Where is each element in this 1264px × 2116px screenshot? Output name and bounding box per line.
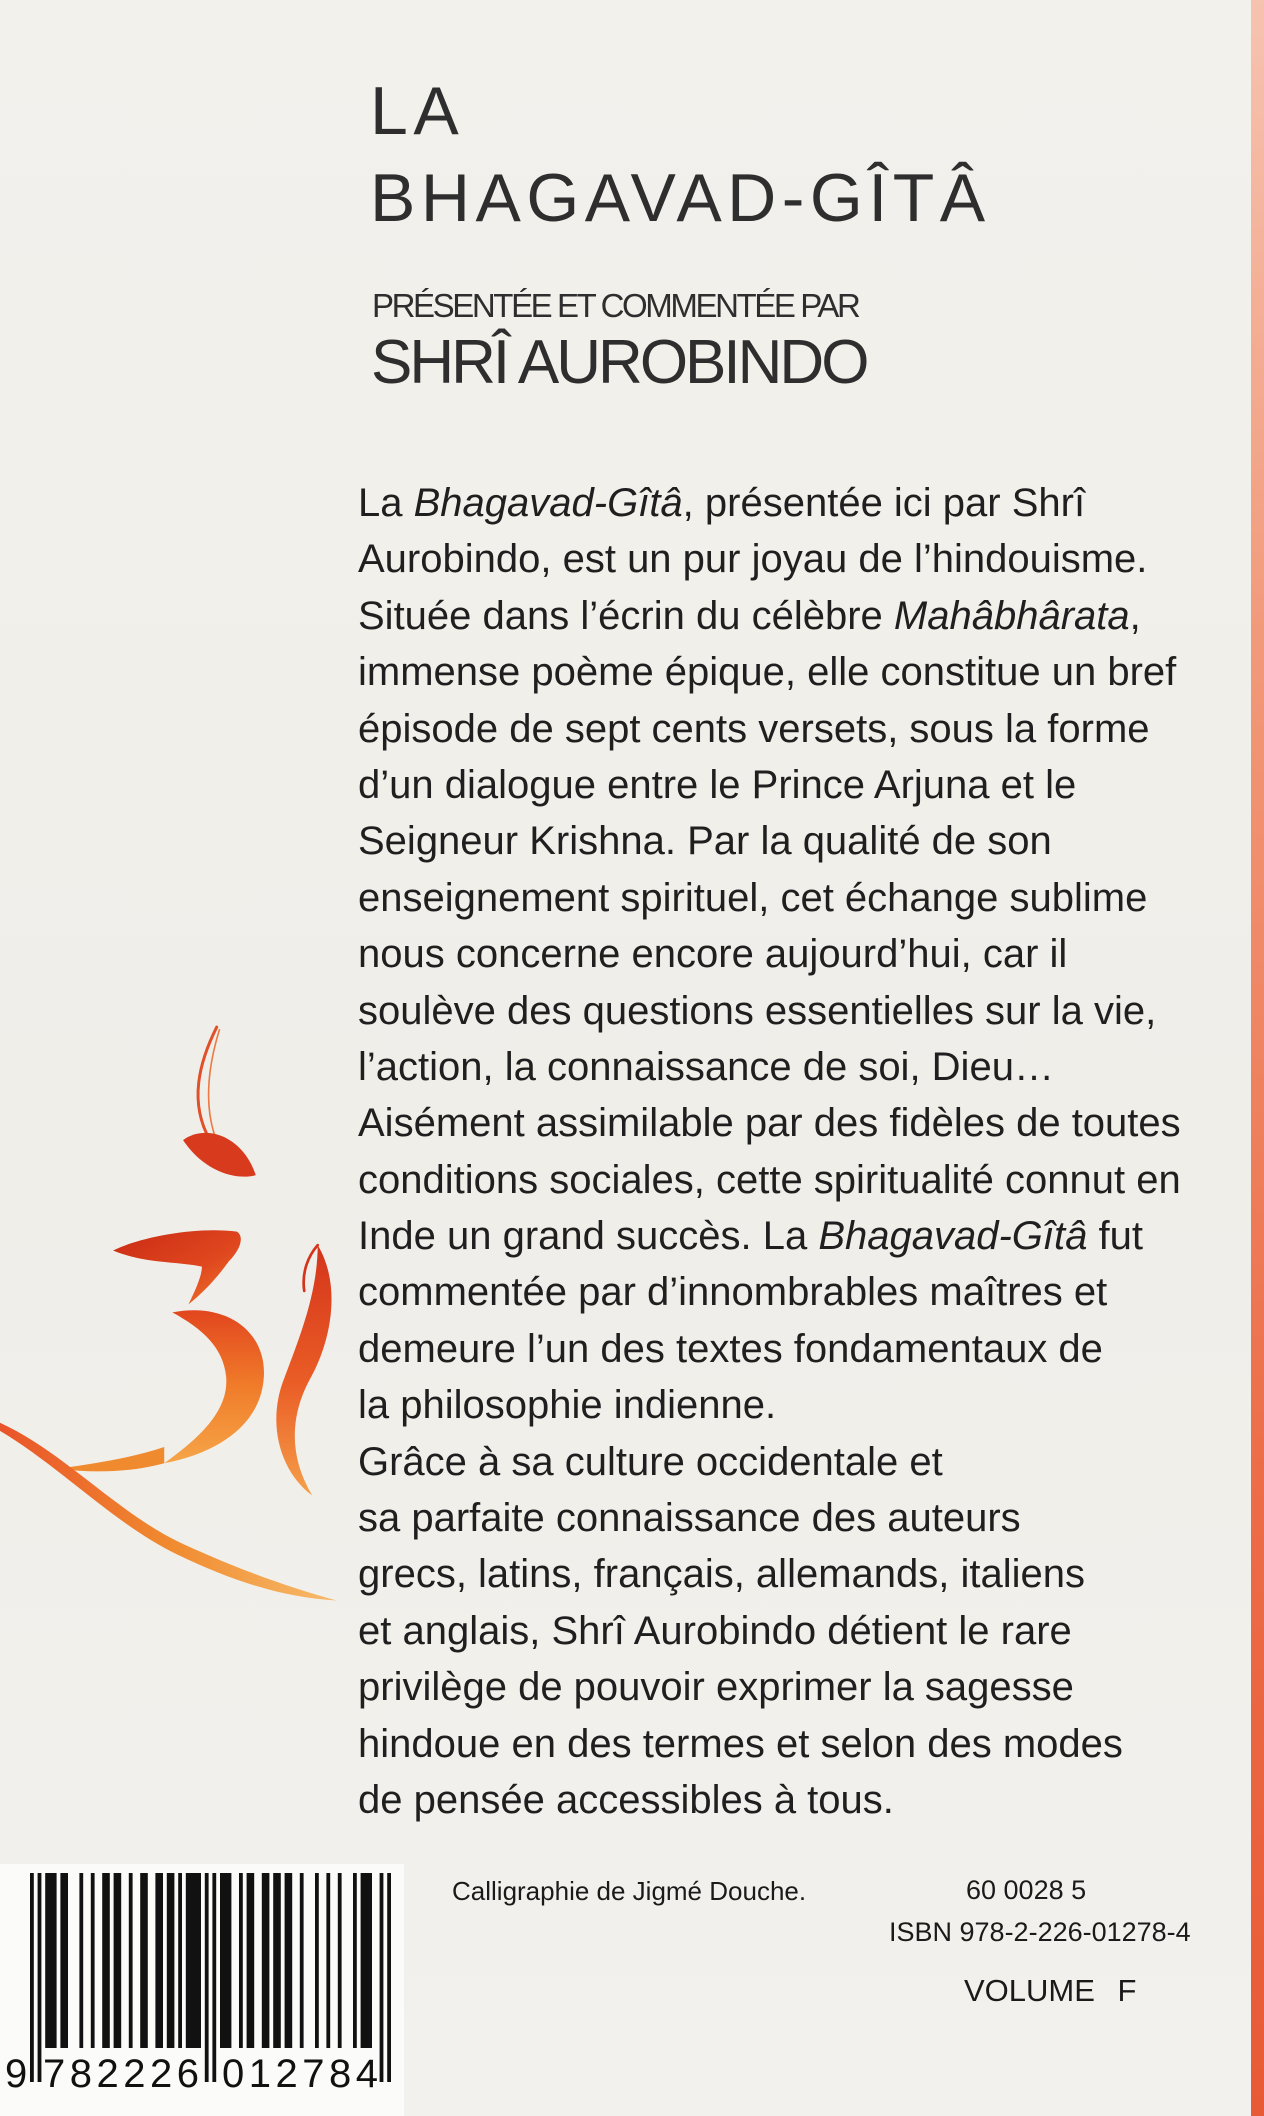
barcode-bar — [300, 1873, 304, 2048]
description-line: et anglais, Shrî Aurobindo détient le rare — [358, 1608, 1072, 1653]
barcode-bar — [155, 1873, 163, 2048]
barcode-guard-bar — [212, 1873, 216, 2082]
barcode-bar — [247, 1873, 255, 2048]
barcode-bar — [239, 1873, 243, 2048]
barcode-bar — [273, 1873, 281, 2048]
description-line: de pensée accessibles à tous. — [358, 1777, 894, 1822]
calligraphy-wisp — [198, 1027, 217, 1140]
barcode-guard-bar — [387, 1873, 391, 2082]
title-line-1: LA — [370, 73, 465, 149]
description-line — [358, 1208, 1181, 1264]
barcode-bar — [60, 1873, 68, 2048]
text-segment: fut — [1087, 1214, 1143, 1259]
barcode-guard-bar — [380, 1873, 384, 2082]
description-line: grecs, latins, français, allemands, italiens — [358, 1552, 1085, 1597]
cover-edge — [1251, 0, 1264, 2116]
barcode-bar — [361, 1873, 372, 2048]
italic-title: Mahâbhârata — [893, 593, 1130, 638]
calligraphy-credit: Calligraphie de Jigmé Douche. — [452, 1876, 807, 1906]
barcode-guard-bar — [30, 1873, 34, 2082]
om-calligraphy-icon — [0, 1024, 350, 1617]
barcode-guard-bar — [38, 1873, 42, 2082]
barcode-bar — [178, 1873, 182, 2048]
barcode-digits-left: 782226 — [43, 2052, 204, 2096]
barcode-bar — [338, 1873, 342, 2048]
barcode-bar — [79, 1873, 83, 2048]
barcode-bar — [262, 1873, 270, 2048]
description-text — [358, 475, 1181, 1828]
author-name: SHRÎ AUROBINDO — [371, 328, 867, 397]
description-line: Aisément assimilable par des fidèles de toutes — [358, 1101, 1181, 1146]
barcode-bar — [102, 1873, 110, 2048]
barcode-bar — [315, 1873, 319, 2048]
barcode-bar — [285, 1873, 293, 2048]
description-line: hindoue en des termes et selon des modes — [358, 1721, 1123, 1766]
barcode-bar — [140, 1873, 148, 2048]
barcode-guard-bar — [205, 1873, 209, 2082]
presented-by: PRÉSENTÉE ET COMMENTÉE PAR — [372, 287, 859, 324]
description-line — [358, 588, 1181, 644]
description-line: enseignement spirituel, cet échange sublime — [358, 875, 1148, 920]
description-line: l’action, la connaissance de soi, Dieu… — [358, 1044, 1054, 1089]
text-segment: La — [358, 481, 414, 525]
barcode-bar — [186, 1873, 201, 2048]
text-segment: Inde un grand succès. La — [358, 1214, 819, 1259]
description-line: privilège de pouvoir exprimer la sagesse — [358, 1665, 1074, 1710]
description-line: épisode de sept cents versets, sous la forme — [358, 706, 1150, 751]
description-line: sa parfaite connaissance des auteurs — [358, 1496, 1021, 1541]
barcode-bar — [45, 1873, 56, 2048]
text-segment: , — [1129, 593, 1141, 638]
text-segment: Située dans l’écrin du célèbre — [358, 593, 894, 638]
calligraphy-top-stroke — [113, 1230, 241, 1304]
description-line: nous concerne encore aujourd’hui, car il — [358, 932, 1068, 977]
barcode-bar — [129, 1873, 133, 2048]
description-line: soulève des questions essentielles sur la vie, — [358, 988, 1157, 1033]
barcode-bar — [220, 1873, 231, 2048]
isbn: ISBN 978-2-226-01278-4 — [889, 1917, 1191, 1947]
calligraphy-belly — [164, 1310, 264, 1463]
volume-label: VOLUME F — [964, 1973, 1137, 2008]
description-line: d’un dialogue entre le Prince Arjuna et le — [358, 762, 1077, 807]
barcode-digits-right: 012784 — [222, 2052, 383, 2096]
barcode-bar — [353, 1873, 357, 2048]
product-code: 60 0028 5 — [966, 1875, 1087, 1905]
description-line: la philosophie indienne. — [358, 1383, 777, 1428]
description-line: conditions sociales, cette spiritualité connut en — [358, 1157, 1181, 1202]
title-line-2: BHAGAVAD-GÎTÂ — [370, 160, 991, 236]
description-line: Aurobindo, est un pur joyau de l’hindouisme. — [358, 537, 1148, 582]
description-line: Seigneur Krishna. Par la qualité de son — [358, 819, 1052, 864]
calligraphy-belly-tail — [59, 1447, 164, 1471]
barcode-bar — [326, 1873, 330, 2048]
calligraphy-dot — [183, 1133, 256, 1177]
description-line — [358, 475, 1181, 531]
italic-title: Bhagavad-Gîtâ — [413, 481, 683, 525]
calligraphy-wisp — [208, 1030, 219, 1138]
italic-title: Bhagavad-Gîtâ — [818, 1214, 1088, 1259]
barcode-bar — [114, 1873, 122, 2048]
text-segment: , présentée ici par Shrî — [682, 481, 1086, 525]
description-line: commentée par d’innombrables maîtres et — [358, 1270, 1108, 1315]
description-line: demeure l’un des textes fondamentaux de — [358, 1326, 1103, 1371]
description-line: Grâce à sa culture occidentale et — [358, 1439, 943, 1484]
barcode-bar — [91, 1873, 95, 2048]
barcode-bar — [167, 1873, 175, 2048]
description-line: immense poème épique, elle constitue un bref — [358, 650, 1177, 695]
barcode-digit-first: 9 — [5, 2052, 32, 2096]
